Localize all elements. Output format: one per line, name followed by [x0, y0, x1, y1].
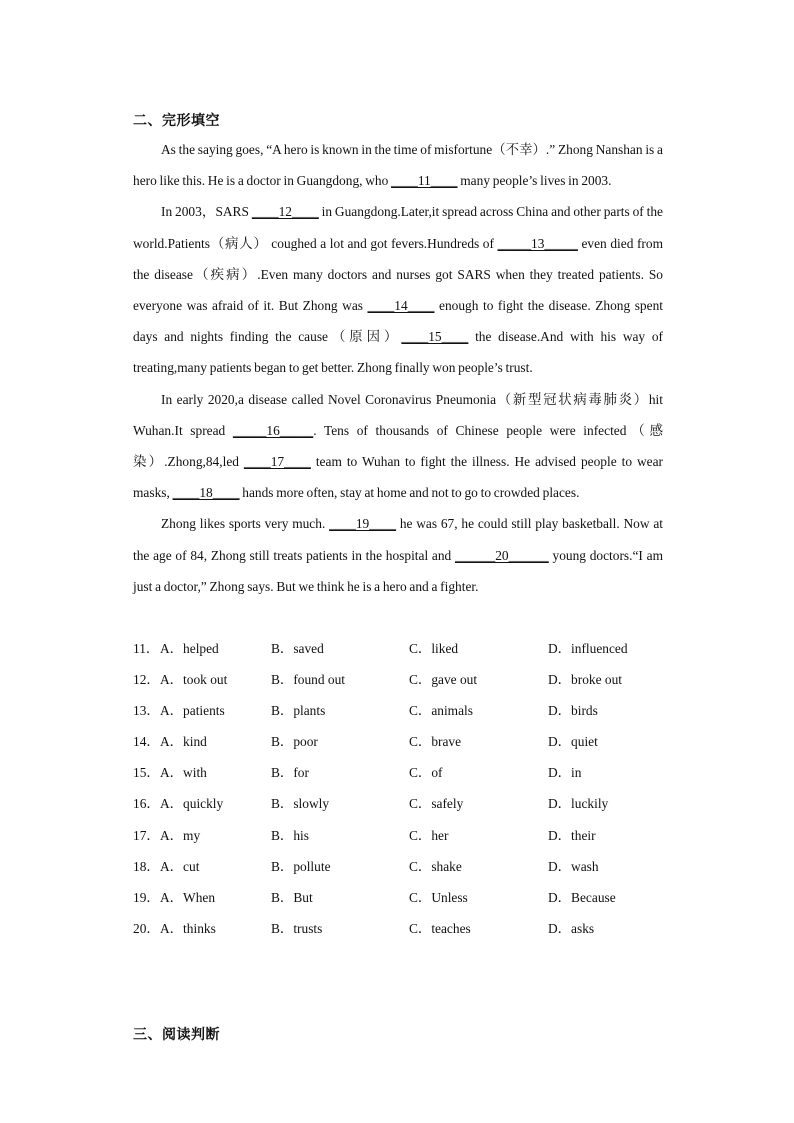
question-row-15	[133, 757, 663, 788]
option-d[interactable]: D．asks	[548, 920, 595, 936]
blank-15: ____15____	[401, 329, 469, 345]
question-number: 16．	[133, 796, 160, 812]
question-number: 17．	[133, 827, 160, 843]
option-b[interactable]: B．pollute	[271, 858, 331, 874]
question-row-14	[133, 726, 663, 757]
passage-paragraph-1	[133, 134, 663, 196]
question-row-17	[133, 820, 663, 851]
option-a[interactable]: A．with	[160, 765, 207, 781]
option-a[interactable]: A．cut	[160, 858, 200, 874]
question-number: 19．	[133, 889, 160, 905]
question-row-19	[133, 882, 663, 913]
passage-text: in Guangdong.Later,it spread across China and other parts of the world.Patients（病人） coughed a lot and got fevers.Hundreds of	[133, 204, 663, 251]
option-d[interactable]: D．influenced	[548, 641, 628, 656]
option-c[interactable]: C．teaches	[409, 920, 471, 936]
blank-20: ______20______	[455, 547, 549, 563]
passage-text: many people’s lives in 2003.	[457, 173, 612, 189]
option-b[interactable]: B．found out	[271, 672, 346, 688]
option-b[interactable]: B．his	[271, 827, 309, 843]
section-title-cloze: 二、完形填空	[133, 113, 220, 129]
option-b[interactable]: B．saved	[271, 641, 324, 656]
passage-text: In 2003，SARS	[161, 204, 252, 220]
blank-11: ____11____	[391, 173, 458, 189]
option-d[interactable]: D．in	[548, 765, 582, 781]
option-a[interactable]: A．helped	[160, 641, 219, 656]
option-a[interactable]: A．my	[160, 827, 201, 843]
passage-text: . Tens of thousands of Chinese people were infected（感染）.Zhong,84,led	[133, 422, 663, 470]
question-row-13	[133, 695, 663, 726]
question-row-11	[133, 633, 663, 664]
passage-paragraph-3	[133, 384, 663, 509]
option-d[interactable]: D．broke out	[548, 672, 623, 688]
option-b[interactable]: B．But	[271, 889, 313, 905]
passage-text: the disease.And with his way of treating,many patients began to get better. Zhong finally won people’s trust.	[133, 329, 663, 376]
option-c[interactable]: C．liked	[409, 641, 459, 656]
question-row-20	[133, 913, 663, 944]
question-number: 18．	[133, 858, 160, 874]
passage-text: he was 67, he could still play basketball. Now at the age of 84, Zhong still treats patients in the hospital and	[133, 516, 663, 563]
option-d[interactable]: D．Because	[548, 889, 616, 905]
blank-16: _____16_____	[232, 422, 314, 438]
option-c[interactable]: C．animals	[409, 703, 473, 719]
passage-text: In early 2020,a disease called Novel Coronavirus Pneumonia（新型冠状病毒肺炎）hit Wuhan.It spread	[133, 391, 663, 438]
question-number: 15．	[133, 765, 160, 781]
option-b[interactable]: B．trusts	[271, 920, 323, 936]
passage-text: enough to fight the disease. Zhong spent days and nights finding the cause（原因）	[133, 298, 663, 345]
option-a[interactable]: A．patients	[160, 703, 225, 719]
option-c[interactable]: C．of	[409, 765, 443, 781]
option-d[interactable]: D．luckily	[548, 796, 609, 812]
blank-18: ____18____	[172, 485, 240, 501]
option-c[interactable]: C．brave	[409, 734, 462, 750]
option-d[interactable]: D．quiet	[548, 734, 598, 750]
question-number: 12．	[133, 672, 160, 688]
option-d[interactable]: D．wash	[548, 858, 599, 874]
option-b[interactable]: B．slowly	[271, 796, 330, 812]
passage-text: young doctors.“I am just a doctor,” Zhong says. But we think he is a hero and a fighter.	[133, 547, 663, 594]
question-row-12	[133, 664, 663, 695]
option-c[interactable]: C．gave out	[409, 672, 478, 688]
section-title-reading: 三、阅读判断	[133, 1027, 220, 1043]
option-c[interactable]: C．shake	[409, 858, 462, 874]
question-row-16	[133, 788, 663, 819]
answer-options	[133, 633, 663, 944]
passage-text: Zhong likes sports very much.	[161, 516, 330, 532]
question-number: 11．	[133, 641, 160, 656]
passage-text: team to Wuhan to fight the illness. He advised people to wear masks,	[133, 454, 663, 501]
question-number: 14．	[133, 734, 160, 750]
option-d[interactable]: D．their	[548, 827, 596, 843]
blank-14: ____14____	[367, 298, 435, 314]
option-a[interactable]: A．kind	[160, 734, 207, 750]
question-number: 20．	[133, 920, 160, 936]
passage-paragraph-4	[133, 508, 663, 602]
passage-text: even died from the disease（疾病）.Even many doctors and nurses got SARS when they treated patients. So everyone was afraid of it. But Zhong was	[133, 235, 663, 314]
passage-text: hands more often, stay at home and not to go to crowded places.	[239, 485, 580, 501]
option-a[interactable]: A．When	[160, 889, 216, 905]
option-b[interactable]: B．plants	[271, 703, 326, 719]
blank-13: _____13_____	[497, 235, 578, 251]
option-c[interactable]: C．safely	[409, 796, 464, 812]
passage-text: As the saying goes, “A hero is known in the time of misfortune（不幸）.” Zhong Nanshan is a hero like this. He is a doctor in Guangdong, who	[133, 142, 663, 189]
option-b[interactable]: B．poor	[271, 734, 318, 750]
option-a[interactable]: A．quickly	[160, 796, 224, 812]
option-c[interactable]: C．her	[409, 827, 449, 843]
cloze-passage	[133, 134, 663, 602]
option-b[interactable]: B．for	[271, 765, 309, 781]
option-d[interactable]: D．birds	[548, 703, 598, 719]
option-c[interactable]: C．Unless	[409, 889, 468, 905]
blank-19: ____19____	[329, 516, 397, 532]
question-number: 13．	[133, 703, 160, 719]
passage-paragraph-2	[133, 196, 663, 383]
blank-12: ____12____	[251, 204, 319, 220]
option-a[interactable]: A．took out	[160, 672, 228, 688]
blank-17: ____17____	[243, 454, 311, 470]
question-row-18	[133, 851, 663, 882]
option-a[interactable]: A．thinks	[160, 920, 216, 936]
